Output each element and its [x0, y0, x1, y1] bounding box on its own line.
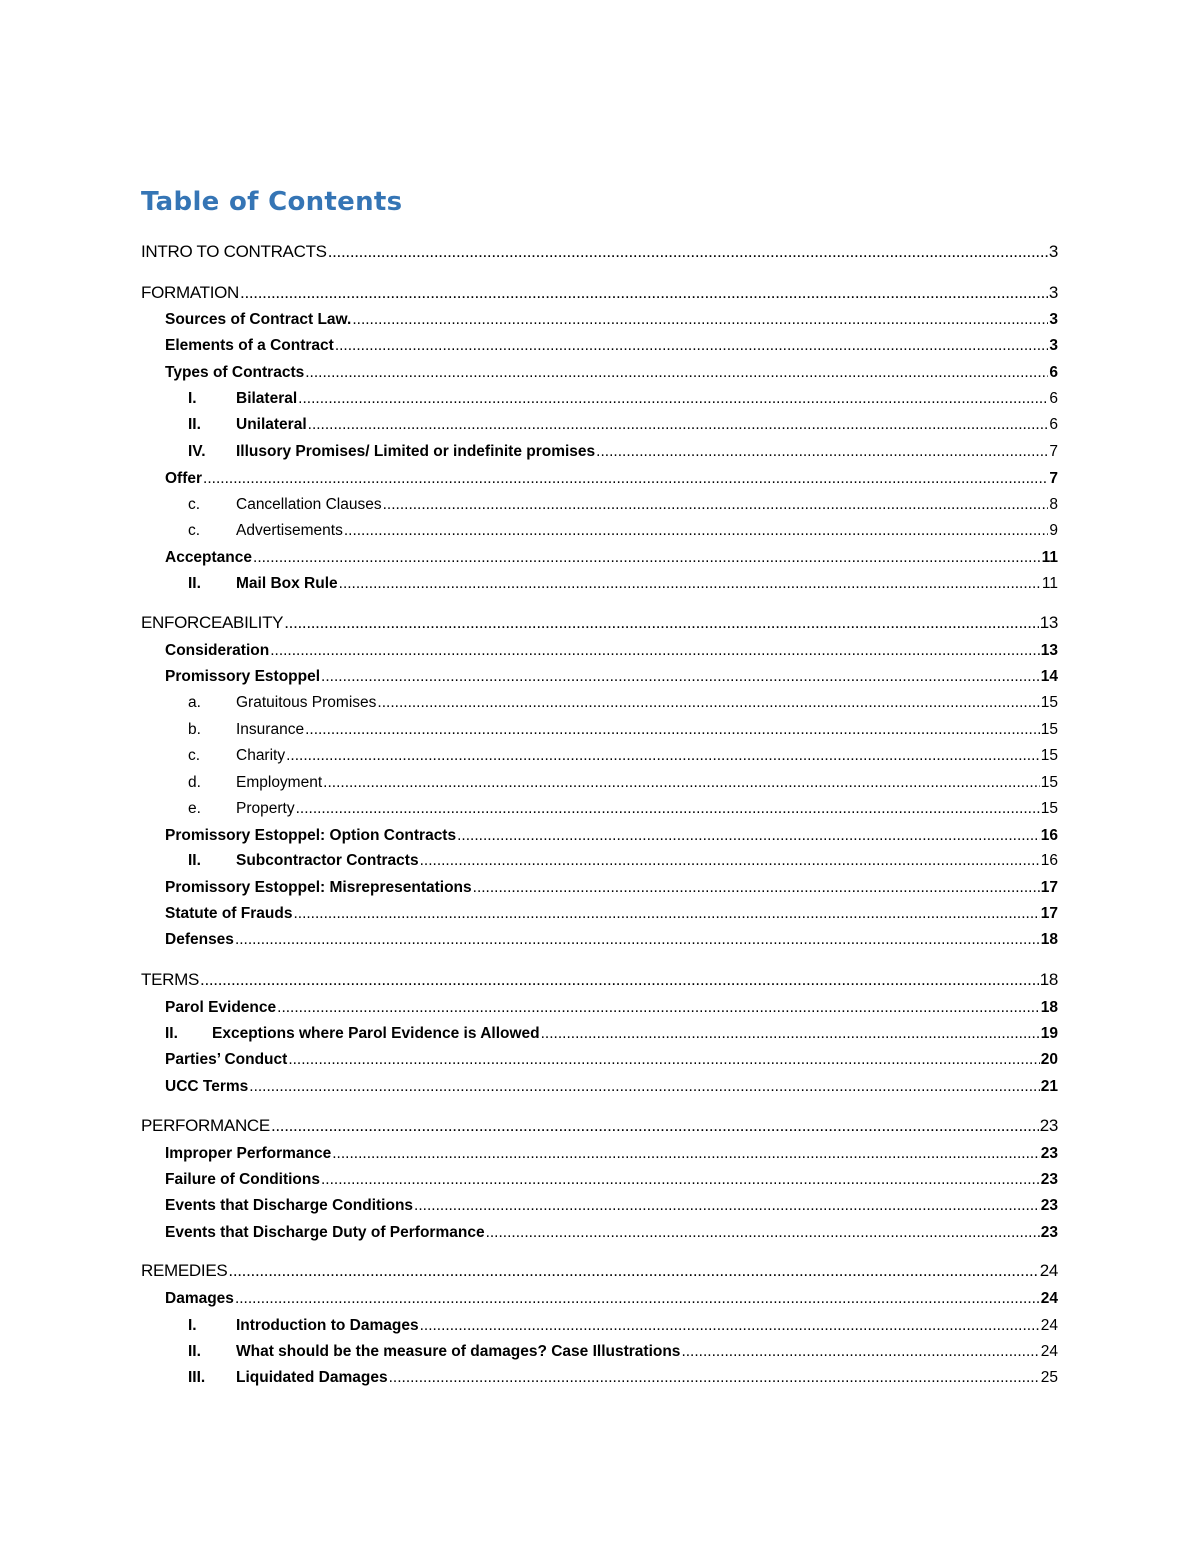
toc-entry-damages[interactable]: [165, 1290, 1058, 1308]
toc-entry-number: a.: [188, 694, 201, 711]
toc-entry-page: 23: [1039, 1116, 1058, 1135]
dot-leader: [305, 721, 1040, 739]
toc-entry-formation[interactable]: [141, 283, 1058, 303]
toc-entry-page: 23: [1040, 1171, 1058, 1188]
toc-entry-text: Events that Discharge Conditions: [165, 1197, 414, 1214]
toc-entry-parties-conduct[interactable]: [165, 1051, 1058, 1069]
toc-entry-offer[interactable]: [165, 470, 1058, 488]
toc-entry-page: 14: [1040, 668, 1058, 685]
toc-entry-number: c.: [188, 522, 201, 539]
toc-entry-text: Parol Evidence: [165, 999, 277, 1016]
toc-entry-page: 17: [1040, 905, 1058, 922]
toc-entry-text: TERMS: [141, 970, 200, 989]
toc-entry-text: PERFORMANCE: [141, 1116, 270, 1135]
toc-entry-number: c.: [188, 496, 201, 513]
toc-entry-page: 7: [1049, 470, 1058, 487]
dot-leader: [296, 800, 1040, 818]
toc-entry-page: 24: [1039, 1261, 1058, 1280]
toc-entry-number: IV.: [188, 443, 206, 460]
dot-leader: [420, 852, 1040, 870]
toc-entry-elements-of-a-contract[interactable]: [165, 337, 1058, 355]
toc-entry-text: Exceptions where Parol Evidence is Allowed: [212, 1025, 540, 1042]
toc-entry-number: b.: [188, 721, 201, 738]
toc-entry-page: 18: [1040, 999, 1058, 1016]
toc-entry-acceptance[interactable]: [165, 549, 1058, 567]
toc-entry-improper-performance[interactable]: [165, 1145, 1058, 1163]
toc-entry-text: What should be the measure of damages? Case Illustrations: [236, 1343, 681, 1360]
dot-leader: [228, 1261, 1038, 1281]
toc-entry-text: Statute of Frauds: [165, 905, 293, 922]
dot-leader: [457, 827, 1040, 845]
toc-entry-page: 15: [1040, 800, 1058, 817]
toc-entry-text: INTRO TO CONTRACTS: [141, 242, 327, 261]
toc-entry-page: 15: [1040, 774, 1058, 791]
toc-entry-mail-box-rule[interactable]: [188, 575, 1058, 593]
table-of-contents: [141, 0, 1058, 1553]
toc-entry-number: II.: [188, 1343, 201, 1360]
toc-entry-page: 6: [1049, 390, 1058, 407]
toc-entry-text: UCC Terms: [165, 1078, 249, 1095]
dot-leader: [203, 470, 1048, 488]
dot-leader: [308, 416, 1049, 434]
dot-leader: [288, 1051, 1039, 1069]
toc-entry-page: 24: [1040, 1317, 1058, 1334]
toc-entry-page: 24: [1040, 1343, 1058, 1360]
dot-leader: [286, 747, 1040, 765]
toc-entry-employment[interactable]: [188, 774, 1058, 792]
toc-entry-property[interactable]: [188, 800, 1058, 818]
toc-entry-sources-of-contract-law[interactable]: [165, 311, 1058, 329]
dot-leader: [486, 1224, 1040, 1242]
toc-entry-text: Defenses: [165, 931, 234, 948]
dot-leader: [389, 1369, 1040, 1387]
toc-entry-text: Events that Discharge Duty of Performance: [165, 1224, 485, 1241]
toc-entry-parol-exceptions[interactable]: [165, 1025, 1058, 1043]
toc-entry-bilateral[interactable]: [188, 390, 1058, 408]
toc-entry-text: Charity: [236, 747, 286, 764]
dot-leader: [383, 496, 1049, 514]
toc-entry-page: 11: [1041, 575, 1058, 592]
toc-entry-text: Types of Contracts: [165, 364, 305, 381]
toc-entry-text: Damages: [165, 1290, 234, 1307]
toc-entry-defenses[interactable]: [165, 931, 1058, 949]
dot-leader: [270, 642, 1040, 660]
toc-entry-subcontractor-contracts[interactable]: [188, 852, 1058, 870]
toc-entry-text: Sources of Contract Law.: [165, 311, 352, 328]
dot-leader: [681, 1343, 1039, 1361]
toc-entry-number: III.: [188, 1369, 206, 1386]
toc-entry-text: Illusory Promises/ Limited or indefinite promises: [236, 443, 596, 460]
toc-entry-text: FORMATION: [141, 283, 240, 302]
toc-entry-page: 24: [1040, 1290, 1058, 1307]
toc-entry-text: ENFORCEABILITY: [141, 613, 284, 632]
toc-entry-ucc-terms[interactable]: [165, 1078, 1058, 1096]
dot-leader: [352, 311, 1048, 329]
toc-entry-performance[interactable]: [141, 1116, 1058, 1136]
toc-entry-number: I.: [188, 390, 197, 407]
dot-leader: [596, 443, 1048, 461]
toc-entry-text: Offer: [165, 470, 203, 487]
dot-leader: [284, 613, 1038, 633]
dot-leader: [235, 931, 1040, 949]
toc-entry-page: 17: [1040, 879, 1058, 896]
dot-leader: [321, 1171, 1040, 1189]
dot-leader: [293, 905, 1039, 923]
toc-entry-parol-evidence[interactable]: [165, 999, 1058, 1017]
dot-leader: [277, 999, 1040, 1017]
toc-entry-page: 3: [1049, 337, 1058, 354]
toc-entry-text: Cancellation Clauses: [236, 496, 382, 513]
toc-entry-text: Bilateral: [236, 390, 298, 407]
toc-entry-page: 13: [1040, 642, 1058, 659]
toc-entry-text: Introduction to Damages: [236, 1317, 419, 1334]
toc-entry-number: c.: [188, 747, 201, 764]
toc-entry-page: 3: [1049, 311, 1058, 328]
dot-leader: [332, 1145, 1040, 1163]
toc-entry-text: Advertisements: [236, 522, 343, 539]
toc-entry-text: Unilateral: [236, 416, 307, 433]
toc-entry-page: 16: [1040, 852, 1058, 869]
toc-entry-page: 16: [1040, 827, 1058, 844]
toc-entry-page: 23: [1040, 1197, 1058, 1214]
toc-entry-pe-misrepresentations[interactable]: [165, 879, 1058, 897]
toc-entry-page: 18: [1040, 931, 1058, 948]
toc-entry-discharge-conditions[interactable]: [165, 1197, 1058, 1215]
toc-entry-promissory-estoppel[interactable]: [165, 668, 1058, 686]
toc-entry-liquidated-damages[interactable]: [188, 1369, 1058, 1387]
toc-entry-text: REMEDIES: [141, 1261, 228, 1280]
toc-entry-unilateral[interactable]: [188, 416, 1058, 434]
toc-entry-number: I.: [188, 1317, 197, 1334]
toc-entry-text: Improper Performance: [165, 1145, 332, 1162]
dot-leader: [541, 1025, 1040, 1043]
dot-leader: [305, 364, 1048, 382]
toc-entry-text: Parties’ Conduct: [165, 1051, 288, 1068]
dot-leader: [235, 1290, 1040, 1308]
dot-leader: [377, 694, 1039, 712]
toc-entry-charity[interactable]: [188, 747, 1058, 765]
dot-leader: [249, 1078, 1039, 1096]
toc-entry-number: II.: [188, 416, 201, 433]
toc-entry-page: 9: [1049, 522, 1058, 539]
toc-entry-page: 13: [1039, 613, 1058, 632]
dot-leader: [335, 337, 1049, 355]
toc-entry-page: 20: [1040, 1051, 1058, 1068]
dot-leader: [344, 522, 1049, 540]
toc-entry-page: 6: [1049, 364, 1058, 381]
toc-entry-page: 25: [1040, 1369, 1058, 1386]
toc-entry-text: Gratuitous Promises: [236, 694, 377, 711]
dot-leader: [240, 283, 1048, 303]
toc-entry-introduction-to-damages[interactable]: [188, 1317, 1058, 1335]
toc-entry-text: Acceptance: [165, 549, 253, 566]
toc-entry-page: 23: [1040, 1145, 1058, 1162]
toc-entry-text: Promissory Estoppel: [165, 668, 321, 685]
toc-entry-number: II.: [188, 852, 201, 869]
toc-entry-page: 11: [1041, 549, 1058, 566]
toc-entry-number: d.: [188, 774, 201, 791]
toc-entry-page: 3: [1048, 242, 1058, 261]
toc-entry-text: Promissory Estoppel: Misrepresentations: [165, 879, 472, 896]
dot-leader: [473, 879, 1040, 897]
toc-entry-text: Mail Box Rule: [236, 575, 338, 592]
toc-entry-number: e.: [188, 800, 201, 817]
dot-leader: [339, 575, 1041, 593]
toc-entry-types-of-contracts[interactable]: [165, 364, 1058, 382]
toc-entry-text: Liquidated Damages: [236, 1369, 388, 1386]
toc-entry-page: 21: [1040, 1078, 1058, 1095]
toc-entry-page: 23: [1040, 1224, 1058, 1241]
toc-entry-page: 8: [1049, 496, 1058, 513]
toc-entry-terms[interactable]: [141, 970, 1058, 990]
toc-entry-number: II.: [165, 1025, 178, 1042]
dot-leader: [271, 1116, 1039, 1136]
toc-entry-text: Elements of a Contract: [165, 337, 334, 354]
toc-entry-page: 15: [1040, 747, 1058, 764]
dot-leader: [328, 242, 1048, 262]
toc-entry-text: Employment: [236, 774, 323, 791]
toc-entry-text: Consideration: [165, 642, 270, 659]
toc-entry-measure-of-damages[interactable]: [188, 1343, 1058, 1361]
toc-entry-number: II.: [188, 575, 201, 592]
toc-entry-text: Promissory Estoppel: Option Contracts: [165, 827, 457, 844]
toc-entry-statute-of-frauds[interactable]: [165, 905, 1058, 923]
toc-entry-enforceability[interactable]: [141, 613, 1058, 633]
dot-leader: [253, 549, 1041, 567]
toc-entry-text: Failure of Conditions: [165, 1171, 320, 1188]
toc-entry-page: 3: [1048, 283, 1058, 302]
toc-entry-text: Insurance: [236, 721, 305, 738]
toc-entry-page: 6: [1049, 416, 1058, 433]
dot-leader: [414, 1197, 1040, 1215]
dot-leader: [420, 1317, 1040, 1335]
toc-entry-consideration[interactable]: [165, 642, 1058, 660]
toc-entry-page: 15: [1040, 721, 1058, 738]
toc-title: Table of Contents: [141, 187, 403, 217]
toc-entry-text: Property: [236, 800, 295, 817]
dot-leader: [321, 668, 1040, 686]
toc-entry-gratuitous-promises[interactable]: [188, 694, 1058, 712]
toc-entry-page: 19: [1040, 1025, 1058, 1042]
toc-entry-discharge-duty[interactable]: [165, 1224, 1058, 1242]
dot-leader: [200, 970, 1039, 990]
toc-entry-insurance[interactable]: [188, 721, 1058, 739]
dot-leader: [298, 390, 1048, 408]
toc-entry-failure-of-conditions[interactable]: [165, 1171, 1058, 1189]
toc-entry-page: 7: [1049, 443, 1058, 460]
toc-entry-advertisements[interactable]: [188, 522, 1058, 540]
toc-entry-pe-option-contracts[interactable]: [165, 827, 1058, 845]
toc-entry-remedies[interactable]: [141, 1261, 1058, 1281]
toc-entry-illusory-promises[interactable]: [188, 443, 1058, 461]
toc-entry-page: 18: [1039, 970, 1058, 989]
toc-entry-intro-to-contracts[interactable]: [141, 242, 1058, 262]
toc-entry-text: Subcontractor Contracts: [236, 852, 419, 869]
toc-entry-page: 15: [1040, 694, 1058, 711]
dot-leader: [323, 774, 1040, 792]
toc-entry-cancellation-clauses[interactable]: [188, 496, 1058, 514]
